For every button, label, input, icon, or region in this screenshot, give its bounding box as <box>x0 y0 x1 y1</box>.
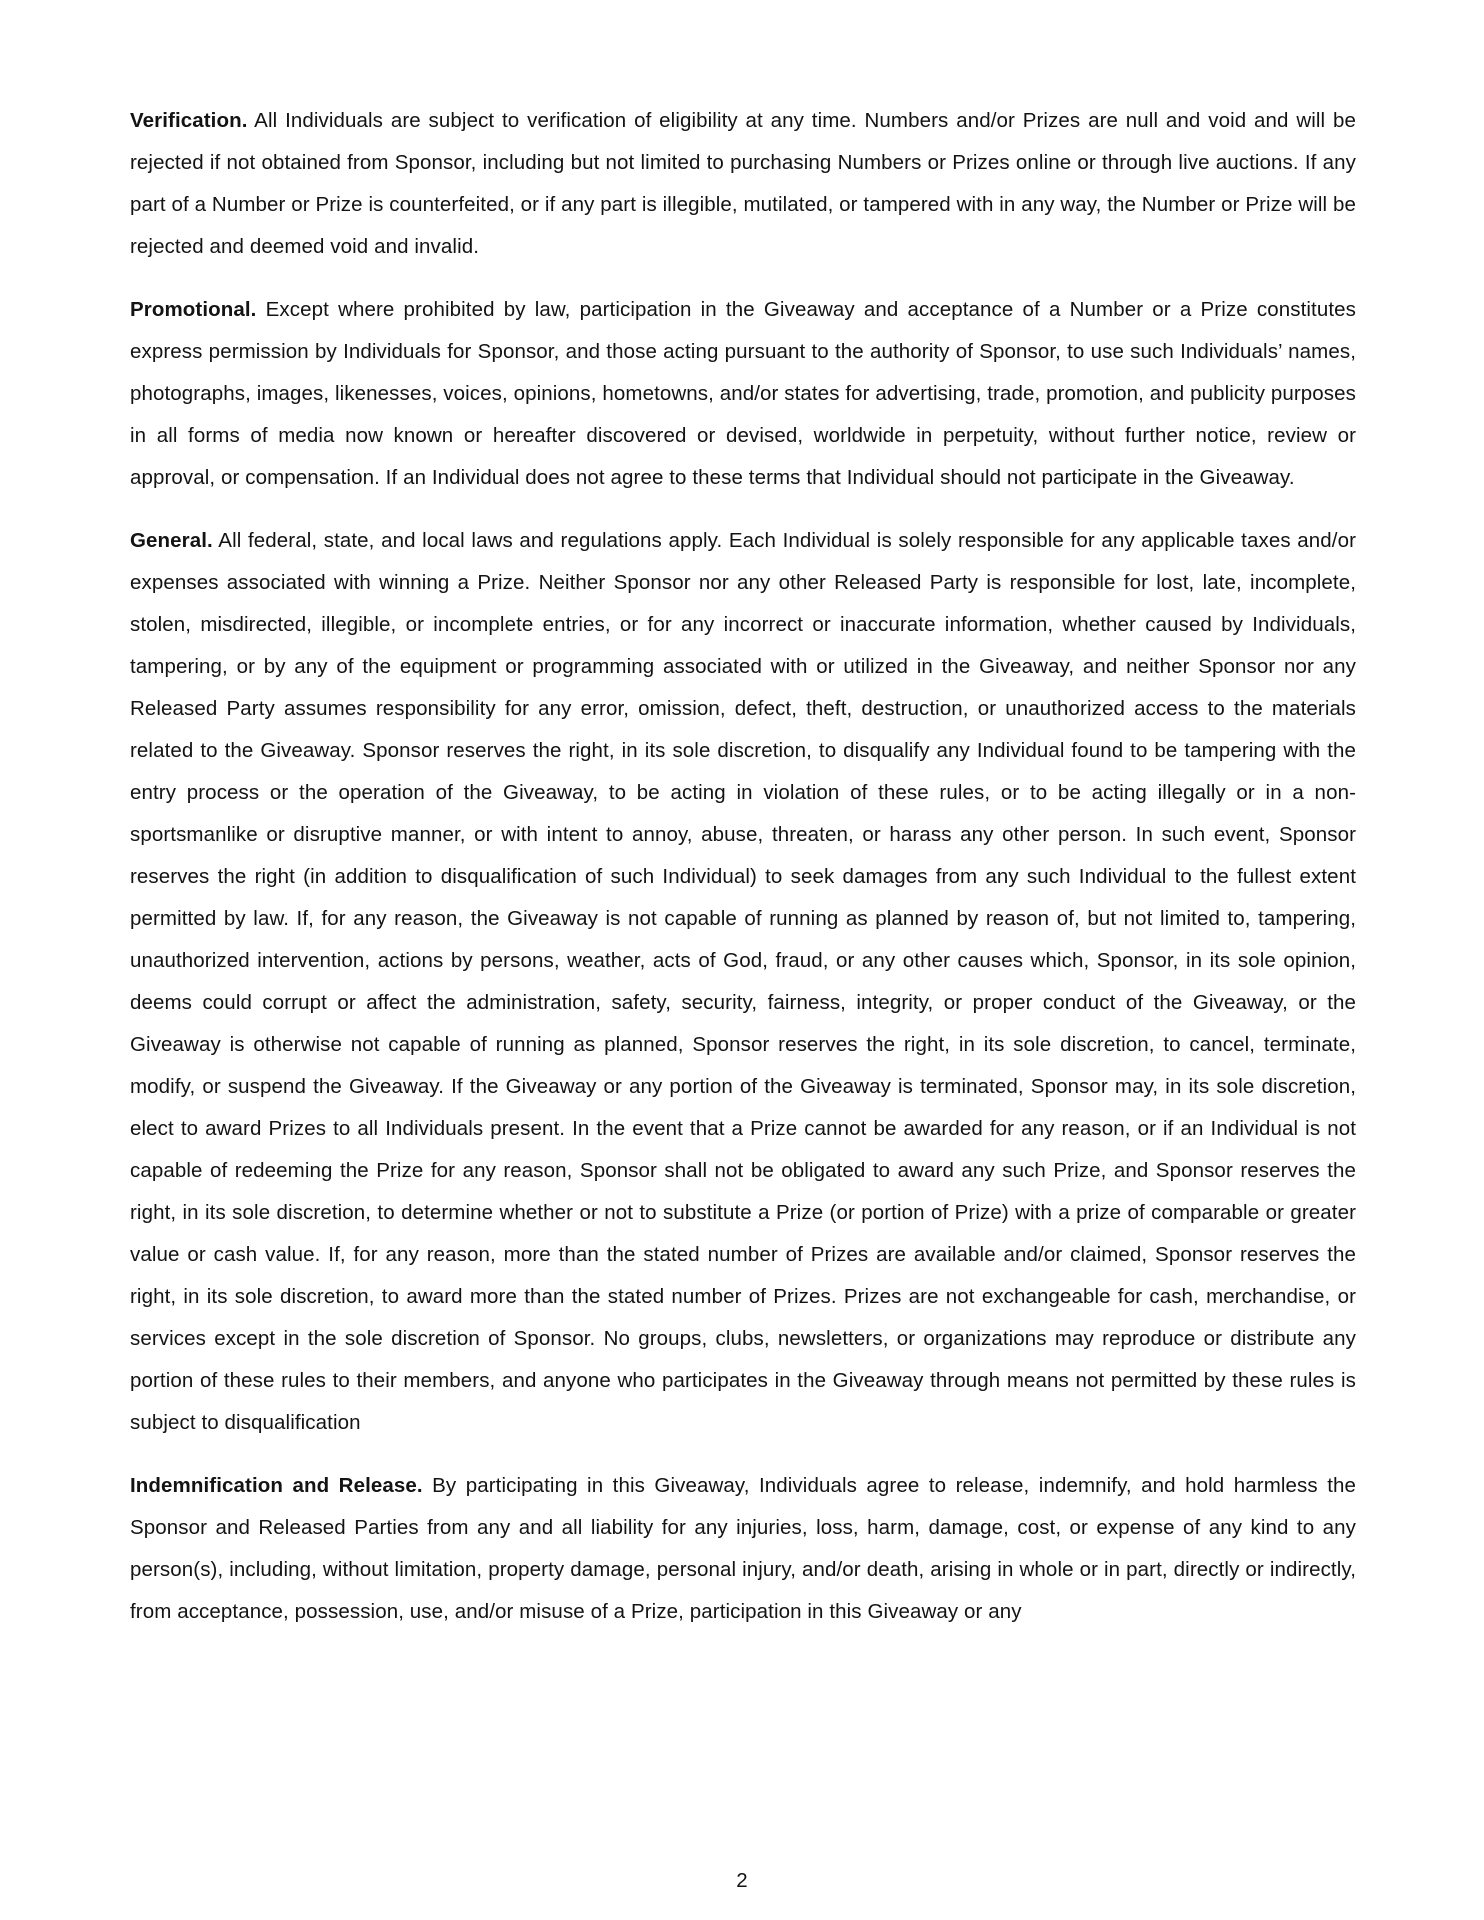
paragraph-verification-heading: Verification. <box>130 109 248 132</box>
paragraph-verification <box>130 100 1356 268</box>
paragraph-general-heading: General. <box>130 529 213 552</box>
paragraph-general <box>130 520 1356 1444</box>
paragraph-promotional-heading: Promotional. <box>130 298 257 321</box>
paragraph-general-body: All federal, state, and local laws and regulations apply. Each Individual is solely responsible for any applicable taxes and/or expenses associated with winning a Prize. Neither Sponsor nor any other Released Party is responsible for lost, late, incomplete, stolen, misdirected, illegible, or incomplete entries, or for any incorrect or inaccurate information, whether caused by Individuals, tampering, or by any of the equipment or programming associated with or utilized in the Giveaway, and neither Sponsor nor any Released Party assumes responsibility for any error, omission, defect, theft, destruction, or unauthorized access to the materials related to the Giveaway. Sponsor reserves the right, in its sole discretion, to disqualify any Individual found to be tampering with the entry process or the operation of the Giveaway, to be acting in violation of these rules, or to be acting illegally or in a non-sportsmanlike or disruptive manner, or with intent to annoy, abuse, threaten, or harass any other person. In such event, Sponsor reserves the right (in addition to disqualification of such Individual) to seek damages from any such Individual to the fullest extent permitted by law. If, for any reason, the Giveaway is not capable of running as planned by reason of, but not limited to, tampering, unauthorized intervention, actions by persons, weather, acts of God, fraud, or any other causes which, Sponsor, in its sole opinion, deems could corrupt or affect the administration, safety, security, fairness, integrity, or proper conduct of the Giveaway, or the Giveaway is otherwise not capable of running as planned, Sponsor reserves the right, in its sole discretion, to cancel, terminate, modify, or suspend the Giveaway. If the Giveaway or any portion of the Giveaway is terminated, Sponsor may, in its sole discretion, elect to award Prizes to all Individuals present. In the event that a Prize cannot be awarded for any reason, or if an Individual is not capable of redeeming the Prize for any reason, Sponsor shall not be obligated to award any such Prize, and Sponsor reserves the right, in its sole discretion, to determine whether or not to substitute a Prize (or portion of Prize) with a prize of comparable or greater value or cash value. If, for any reason, more than the stated number of Prizes are available and/or claimed, Sponsor reserves the right, in its sole discretion, to award more than the stated number of Prizes. Prizes are not exchangeable for cash, merchandise, or services except in the sole discretion of Sponsor. No groups, clubs, newsletters, or organizations may reproduce or distribute any portion of these rules to their members, and anyone who participates in the Giveaway through means not permitted by these rules is subject to disqualification <box>130 529 1356 1434</box>
paragraph-promotional <box>130 289 1356 499</box>
paragraph-indemnification <box>130 1465 1356 1633</box>
paragraph-promotional-body: Except where prohibited by law, participation in the Giveaway and acceptance of a Number or a Prize constitutes express permission by Individuals for Sponsor, and those acting pursuant to the authority of Sponsor, to use such Individuals’ names, photographs, images, likenesses, voices, opinions, hometowns, and/or states for advertising, trade, promotion, and publicity purposes in all forms of media now known or hereafter discovered or devised, worldwide in perpetuity, without further notice, review or approval, or compensation. If an Individual does not agree to these terms that Individual should not participate in the Giveaway. <box>130 298 1356 489</box>
paragraph-indemnification-heading: Indemnification and Release. <box>130 1474 423 1497</box>
paragraph-verification-body: All Individuals are subject to verification of eligibility at any time. Numbers and/or Prizes are null and void and will be rejected if not obtained from Sponsor, including but not limited to purchasing Numbers or Prizes online or through live auctions. If any part of a Number or Prize is counterfeited, or if any part is illegible, mutilated, or tampered with in any way, the Number or Prize will be rejected and deemed void and invalid. <box>130 109 1356 258</box>
page-number: 2 <box>736 1869 748 1892</box>
page-content <box>130 100 1356 1654</box>
paragraph-indemnification-body: By participating in this Giveaway, Individuals agree to release, indemnify, and hold harmless the Sponsor and Released Parties from any and all liability for any injuries, loss, harm, damage, cost, or expense of any kind to any person(s), including, without limitation, property damage, personal injury, and/or death, arising in whole or in part, directly or indirectly, from acceptance, possession, use, and/or misuse of a Prize, participation in this Giveaway or any <box>130 1474 1356 1623</box>
